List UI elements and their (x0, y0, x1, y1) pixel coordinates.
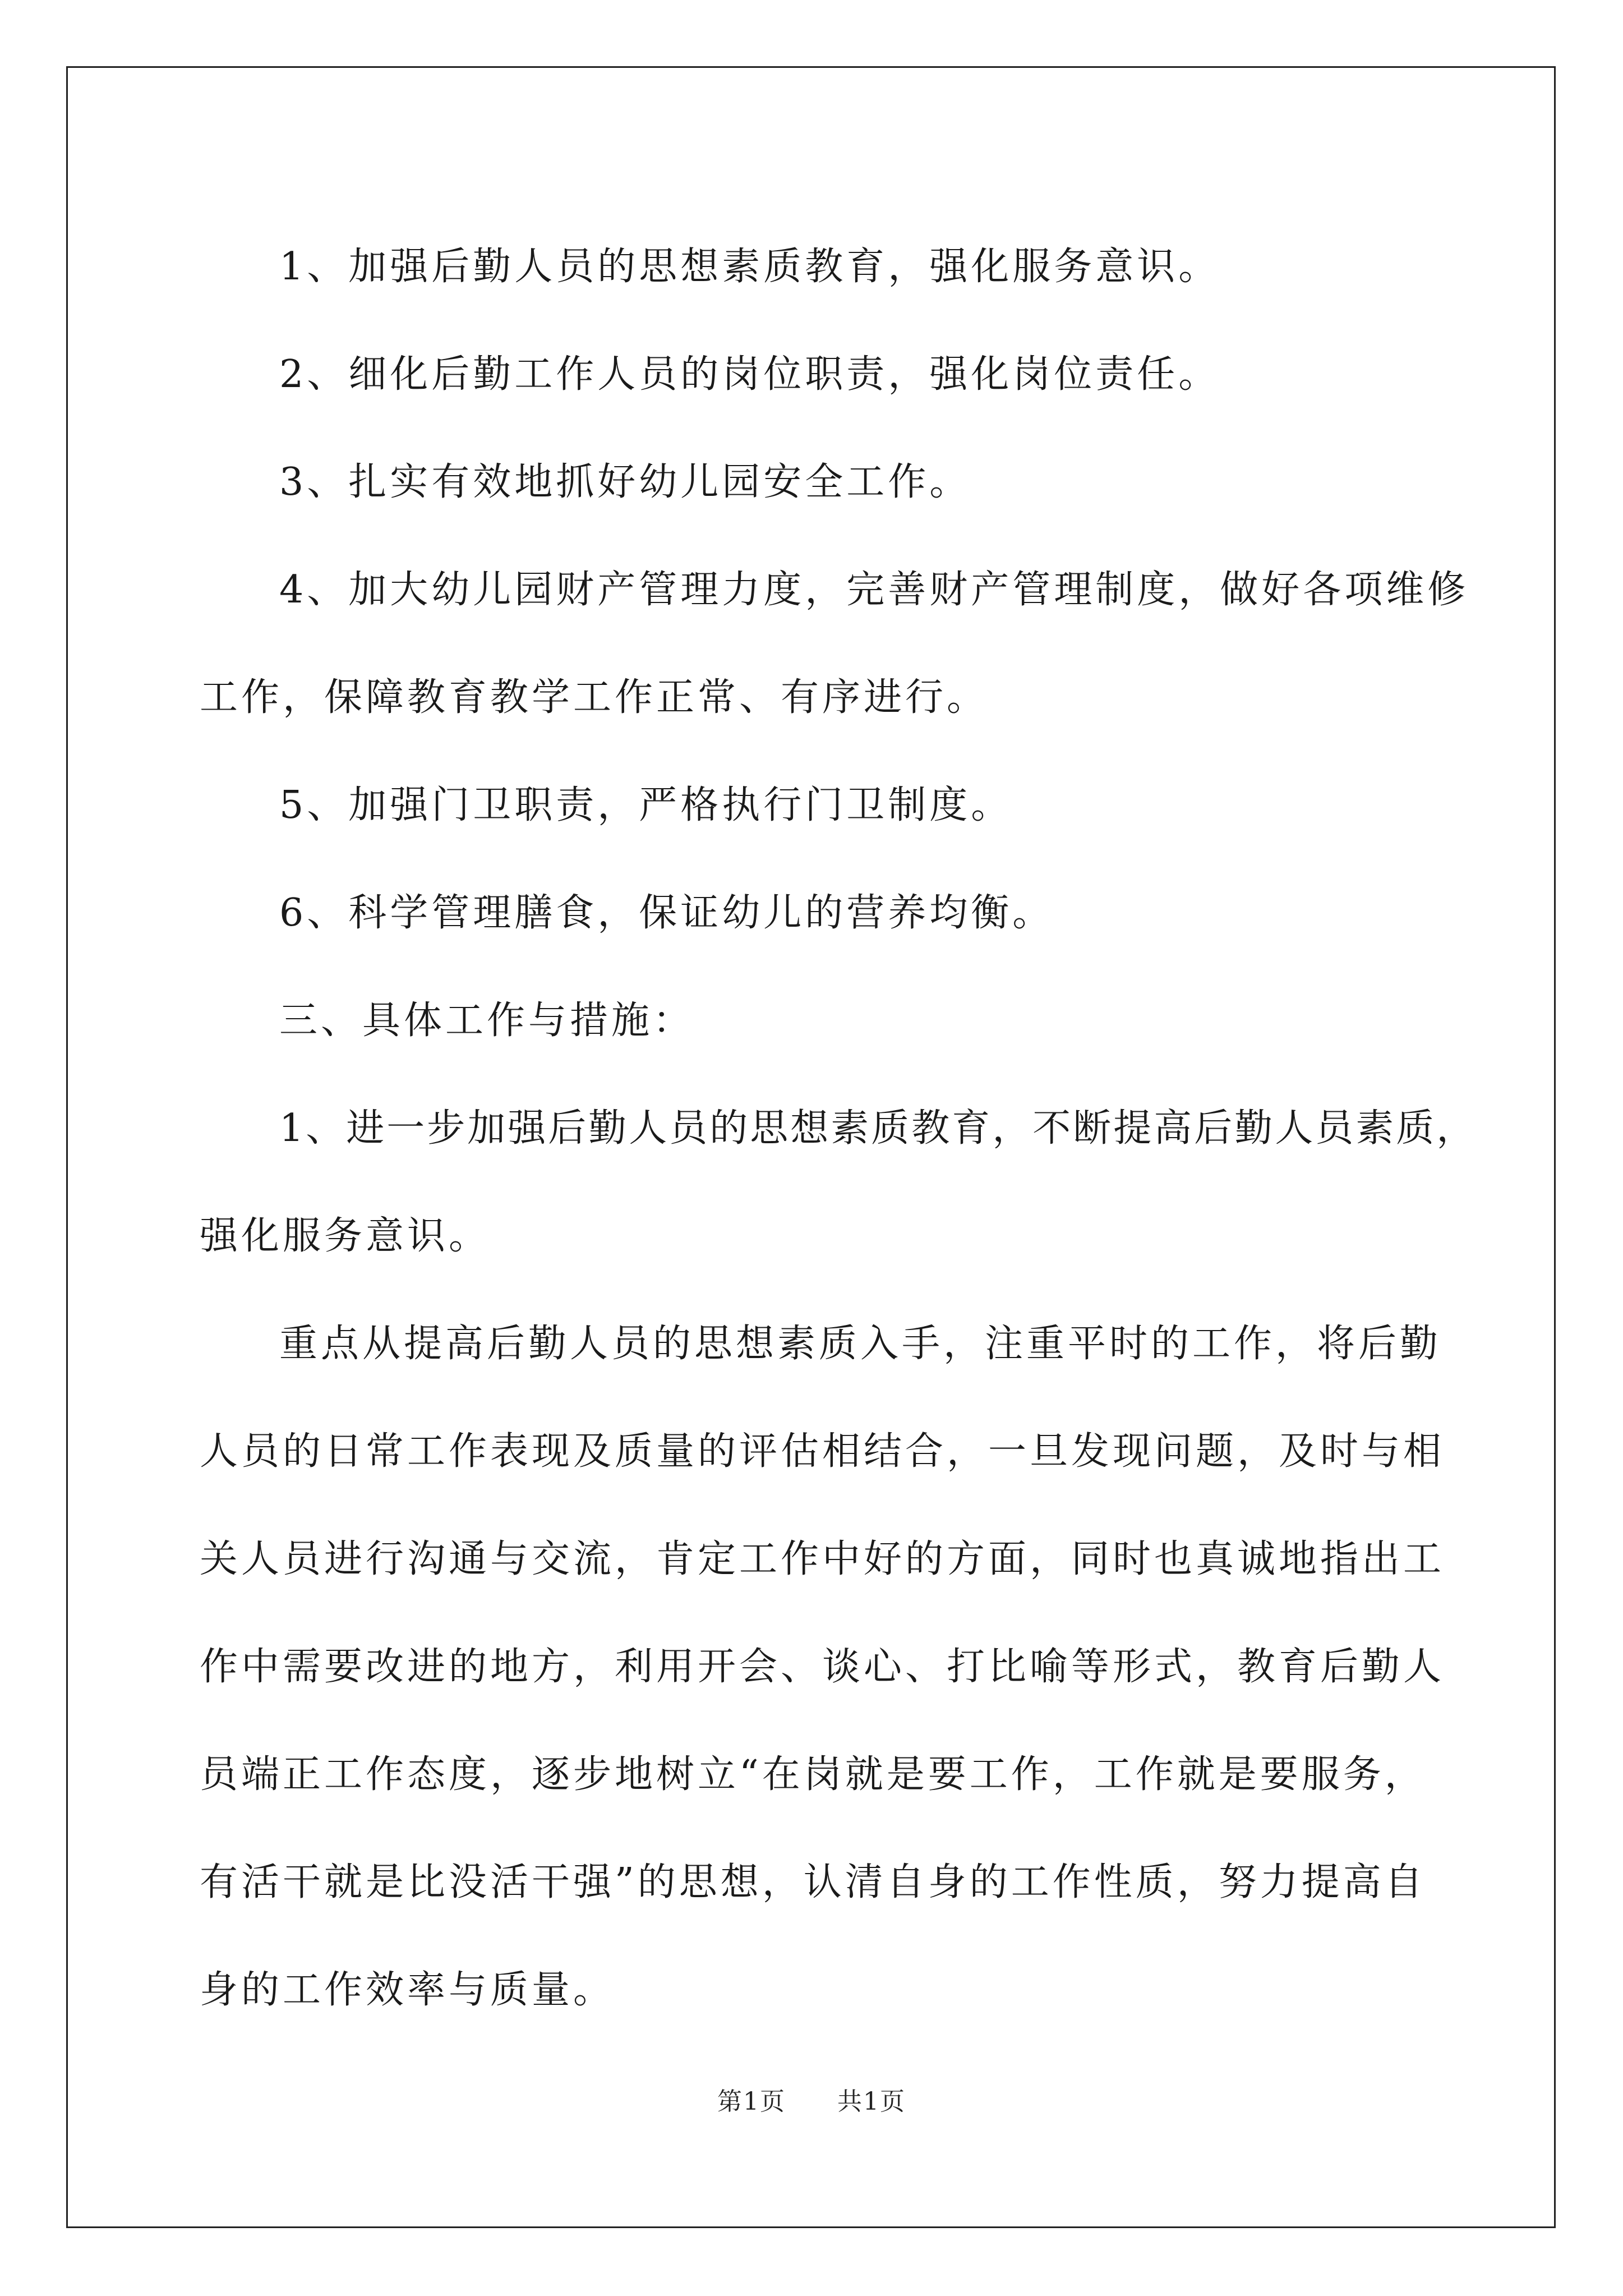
document-body (200, 213, 1477, 2044)
page-footer (0, 2081, 1623, 2117)
paragraph-line: 强化服务意识。 (200, 1214, 491, 1258)
paragraph-4 (200, 536, 1469, 752)
paragraph-line: 1、进一步加强后勤人员的思想素质教育，不断提高后勤人员素质， (279, 1106, 1477, 1151)
paragraph-line: 4、加大幼儿园财产管理力度，完善财产管理制度，做好各项维修 (279, 568, 1469, 612)
total-pages: 共1页 (837, 2087, 906, 2116)
paragraph-line: 重点从提高后勤人员的思想素质入手，注重平时的工作，将后勤 (279, 1322, 1442, 1366)
paragraph-7 (200, 1075, 1477, 1290)
paragraph-1 (200, 213, 1428, 321)
paragraph-line: 工作，保障教育教学工作正常、有序进行。 (200, 675, 989, 720)
paragraph-8 (200, 1290, 1445, 2044)
paragraph-6 (200, 859, 1428, 967)
paragraph-line: 员端正工作态度，逐步地树立“在岗就是要工作，工作就是要服务， (200, 1752, 1426, 1797)
paragraph-line: 人员的日常工作表现及质量的评估相结合，一旦发现问题，及时与相 (200, 1429, 1445, 1474)
paragraph-line: 身的工作效率与质量。 (200, 1968, 615, 2012)
section-heading (200, 967, 1428, 1075)
paragraph-5 (200, 752, 1428, 859)
paragraph-line: 3、扎实有效地抓好幼儿园安全工作。 (279, 460, 971, 504)
paragraph-line: 作中需要改进的地方，利用开会、谈心、打比喻等形式，教育后勤人 (200, 1645, 1445, 1689)
paragraph-line: 关人员进行沟通与交流，肯定工作中好的方面，同时也真诚地指出工 (200, 1537, 1445, 1581)
paragraph-2 (200, 321, 1428, 429)
paragraph-line: 有活干就是比没活干强”的思想，认清自身的工作性质，努力提高自 (200, 1860, 1426, 1904)
paragraph-line: 6、科学管理膳食，保证幼儿的营养均衡。 (279, 891, 1054, 935)
paragraph-3 (200, 429, 1428, 536)
paragraph-line: 5、加强门卫职责，严格执行门卫制度。 (279, 783, 1013, 827)
paragraph-line: 1、加强后勤人员的思想素质教育，强化服务意识。 (279, 245, 1220, 289)
page-number: 第1页 (717, 2087, 786, 2116)
paragraph-line: 三、具体工作与措施： (279, 999, 695, 1043)
paragraph-line: 2、细化后勤工作人员的岗位职责，强化岗位责任。 (279, 352, 1220, 397)
